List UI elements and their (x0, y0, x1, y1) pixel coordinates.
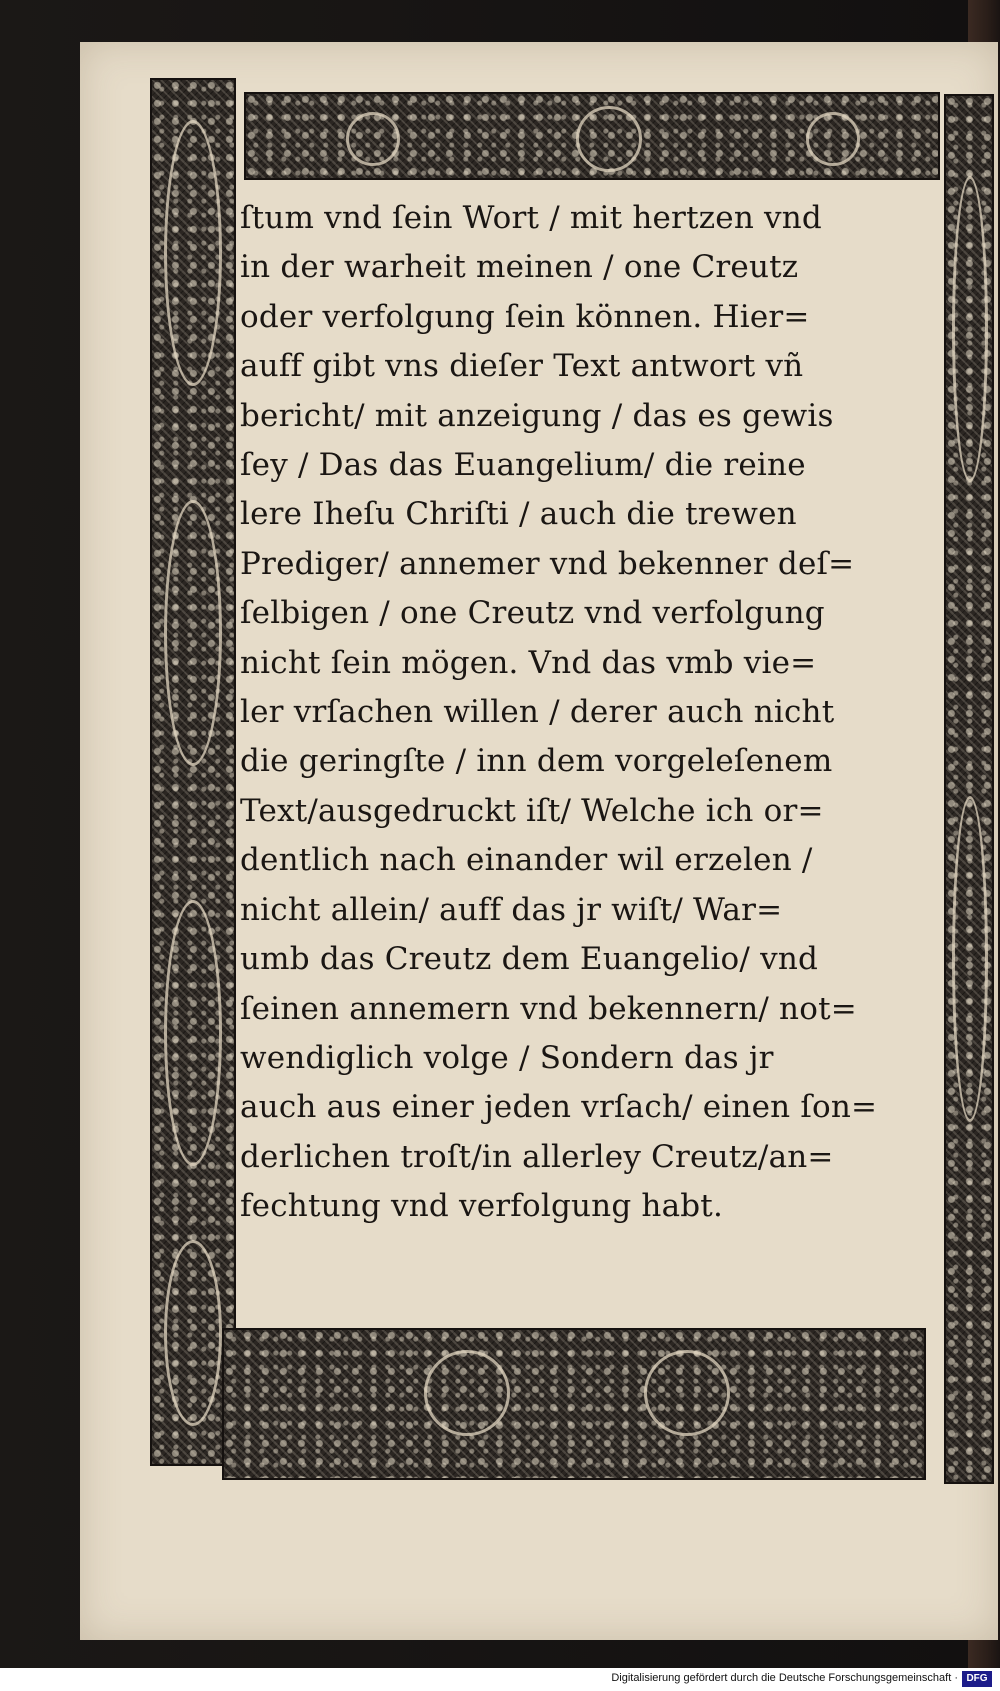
text-line: auff gibt vns dieſer Text antwort vñ (240, 348, 804, 385)
text-line: lere Iheſu Chriſti / auch die trewen (240, 496, 797, 533)
text-line: ſtum vnd ſein Wort / mit hertzen vnd (240, 200, 822, 236)
dfg-logo-icon: DFG (962, 1671, 992, 1687)
text-line: dentlich nach einander wil erzelen / (240, 842, 813, 879)
text-line: fechtung vnd verfolgung habt. (240, 1188, 724, 1225)
text-line: Text/ausgedruckt iſt/ Welche ich or= (240, 792, 824, 829)
text-line: ler vrſachen willen / derer auch nicht (240, 694, 835, 731)
page-text (240, 194, 930, 1232)
text-line: Prediger/ annemer vnd bekenner deſ= (240, 545, 855, 582)
text-line: oder verfolgung ſein können. Hier= (240, 298, 810, 335)
text-line: ſeinen annemern vnd bekennern/ not= (240, 990, 857, 1027)
text-line: ſelbigen / one Creutz vnd verfolgung (240, 595, 825, 632)
funding-credit: Digitalisierung gefördert durch die Deutsche Forschungsgemeinschaft · (611, 1672, 958, 1684)
text-line: in der warheit meinen / one Creutz (240, 249, 799, 286)
text-line: derlichen troſt/in allerley Creutz/an= (240, 1138, 834, 1175)
text-line: umb das Creutz dem Euangelio/ vnd (240, 941, 819, 978)
right-ornamental-border (944, 94, 994, 1484)
bottom-ornamental-border-cherubs (222, 1328, 926, 1480)
text-line: ſey / Das das Euangelium/ die reine (240, 447, 806, 484)
left-ornamental-border (150, 78, 236, 1466)
text-line: wendiglich volge / Sondern das jr (240, 1039, 774, 1076)
digitization-footer (0, 1668, 1000, 1691)
text-line: bericht/ mit anzeigung / das es gewis (240, 397, 834, 434)
text-line: nicht ſein mögen. Vnd das vmb vie= (240, 644, 817, 681)
text-line: nicht allein/ auff das jr wiſt/ War= (240, 891, 783, 928)
top-ornamental-border (244, 92, 940, 180)
text-line: auch aus einer jeden vrſach/ einen ſon= (240, 1089, 878, 1126)
text-line: die geringſte / inn dem vorgeleſenem (240, 743, 833, 780)
